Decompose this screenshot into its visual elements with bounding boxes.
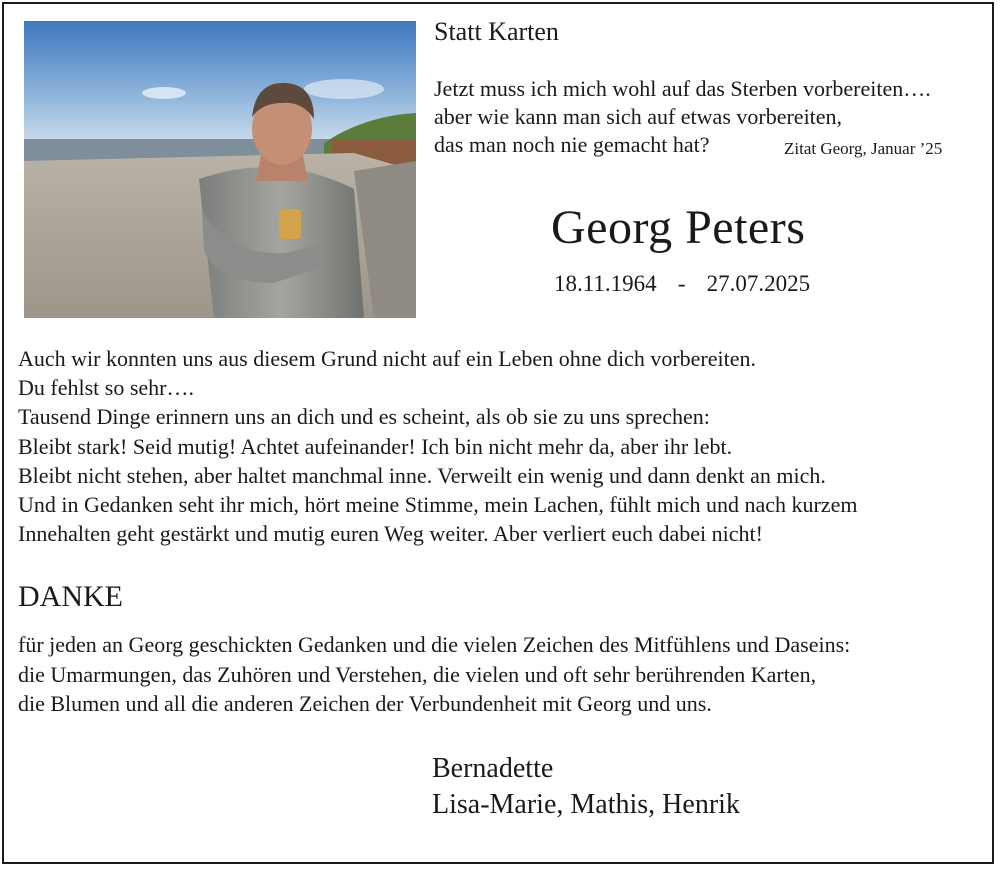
statt-karten-label: Statt Karten xyxy=(434,17,559,46)
thanks-line: die Blumen und all die anderen Zeichen der Verbundenheit mit Georg und uns. xyxy=(18,691,712,716)
quote-line: das man noch nie gemacht hat? xyxy=(434,132,710,157)
photo-cloud xyxy=(304,79,384,99)
deceased-name: Georg Peters xyxy=(551,201,806,254)
portrait-photo xyxy=(24,21,416,318)
life-dates xyxy=(554,271,810,297)
photo-glass xyxy=(279,209,301,239)
memorial-line: Tausend Dinge erinnern uns an dich und es scheint, als ob sie zu uns sprechen: xyxy=(18,404,710,430)
photo-cloud xyxy=(142,87,186,99)
thanks-line: die Umarmungen, das Zuhören und Verstehen, die vielen und oft sehr berührenden Karten, xyxy=(18,661,817,687)
quote-line: Jetzt muss ich mich wohl auf das Sterben vorbereiten…. xyxy=(434,76,931,101)
memorial-line: Und in Gedanken seht ihr mich, hört meine Stimme, mein Lachen, fühlt mich und nach kurzem xyxy=(18,492,858,518)
memorial-line: Bleibt nicht stehen, aber haltet manchmal inne. Verweilt ein wenig und dann denkt an mich. xyxy=(18,462,826,488)
memorial-line: Innehalten geht gestärkt und mutig euren Weg weiter. Aber verliert euch dabei nicht! xyxy=(18,521,763,547)
memorial-line: Bleibt stark! Seid mutig! Achtet aufeinander! Ich bin nicht mehr da, aber ihr lebt. xyxy=(18,433,733,459)
family-signature xyxy=(432,751,740,823)
thanks-line: für jeden an Georg geschickten Gedanken und die vielen Zeichen des Mitfühlens und Daseins: xyxy=(18,632,851,657)
thanks-text xyxy=(18,630,978,719)
memorial-line: Auch wir konnten uns aus diesem Grund nicht auf ein Leben ohne dich vorbereiten. xyxy=(18,346,757,371)
thanks-heading: DANKE xyxy=(18,580,123,613)
memorial-line: Du fehlst so sehr…. xyxy=(18,375,194,401)
quote-line: aber wie kann man sich auf etwas vorbereiten, xyxy=(434,104,843,129)
signature-line: Lisa-Marie, Mathis, Henrik xyxy=(432,789,740,820)
signature-line: Bernadette xyxy=(432,753,554,784)
date-separator: - xyxy=(677,271,686,296)
memorial-text xyxy=(18,344,978,548)
death-date: 27.07.2025 xyxy=(706,271,811,296)
quote-citation: Zitat Georg, Januar ’25 xyxy=(784,139,943,158)
birth-date: 18.11.1964 xyxy=(554,271,657,296)
